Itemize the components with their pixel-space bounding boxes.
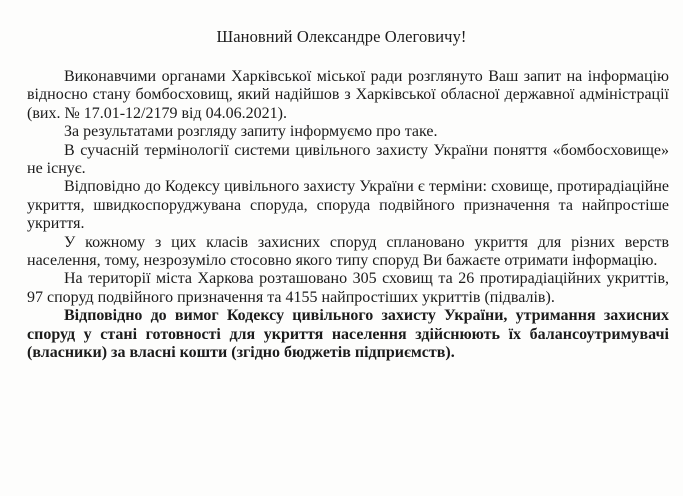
letter-body xyxy=(27,68,669,363)
paragraph-results-intro: За результатами розгляду запиту інформуємо про таке. xyxy=(64,123,438,141)
paragraph-shelter-classes: У кожному з цих класів захисних споруд сплановано укриття для різних верств населення, тому, незрозуміло стосовно якого типу споруд Ви бажаєте отримати інформацію. xyxy=(27,233,669,270)
paragraph-code-terms: Відповідно до Кодексу цивільного захисту України є терміни: сховище, протирадіаційне укриття, швидкоспоруджувана споруда, споруда подвійного призначення та найпростіше укриття. xyxy=(27,178,669,233)
paragraph-shelter-counts: На території міста Харкова розташовано 305 сховищ та 26 протирадіаційних укриттів, 97 споруд подвійного призначення та 4155 найпростіших укриттів (підвалів). xyxy=(27,270,669,306)
letter-greeting: Шановний Олександре Олеговичу! xyxy=(216,27,467,46)
paragraph-terminology: В сучасній термінології системи цивільного захисту України поняття «бомбосховище» не існує. xyxy=(27,141,669,178)
paragraph-maintenance-responsibility: Відповідно до вимог Кодексу цивільного захисту України, утримання захисних споруд у стані готовності для укриття населення здійснюють їх балансоутримувачі (власники) за власні кошти (згідно бюджетів підприємств). xyxy=(27,307,669,362)
paragraph-request-review: Виконавчими органами Харківської міської ради розглянуто Ваш запит на інформацію відносно стану бомбосховищ, який надійшов з Харківської обласної державної адміністрації (вих. № 17.01-12/2179 від 04.06.2021). xyxy=(27,68,669,122)
